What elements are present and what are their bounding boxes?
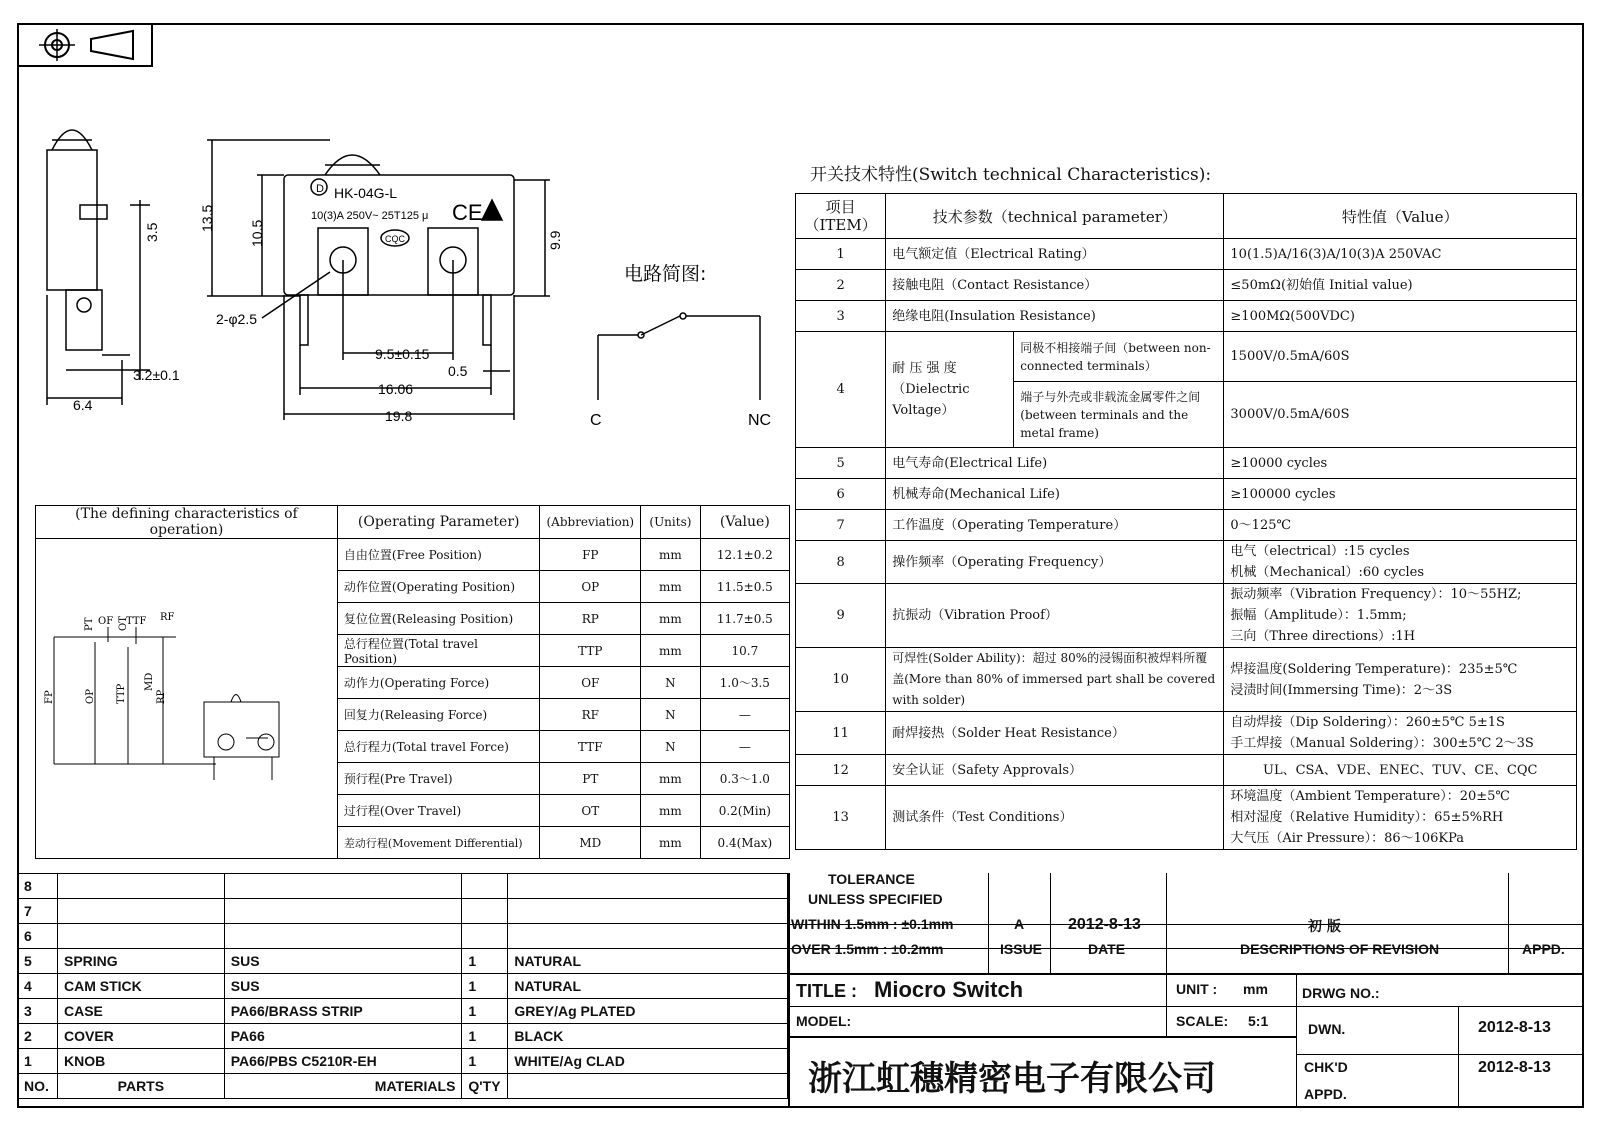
dim-10-5: 10.5	[249, 219, 265, 247]
switch-model-label: HK-04G-L	[334, 185, 398, 201]
diagram-label-pt: PT	[84, 617, 96, 631]
bom-material	[224, 924, 462, 949]
bom-qty	[462, 924, 508, 949]
diagram-label-rf: RF	[160, 612, 175, 623]
bom-part: CAM STICK	[57, 974, 224, 999]
spec-param: 抗振动（Vibration Proof）	[886, 584, 1224, 648]
bom-part	[57, 874, 224, 899]
spec-n: 12	[796, 755, 886, 786]
ops-unit: mm	[641, 571, 701, 603]
bom-no: 2	[18, 1024, 58, 1049]
ops-value: 0.3～1.0	[700, 763, 789, 795]
spec-value: 电气（electrical）:15 cycles 机械（Mechanical）:60 cycles	[1224, 541, 1577, 584]
diagram-label-fp: FP	[44, 690, 56, 704]
scale-value: 5:1	[1248, 1013, 1269, 1029]
dim-16-06: 16.06	[378, 381, 414, 397]
ops-diagram	[36, 539, 338, 859]
spec-value: 自动焊接（Dip Soldering）：260±5℃ 5±1S 手工焊接（Manual Soldering）：300±5℃ 2～3S	[1224, 712, 1577, 755]
bom-footer-materials: MATERIALS	[224, 1074, 462, 1099]
issue-header: ISSUE	[1000, 941, 1043, 957]
spec-param: 工作温度（Operating Temperature）	[886, 510, 1224, 541]
ops-header: (The defining characteristics of operation)	[36, 506, 338, 539]
ops-value: —	[700, 731, 789, 763]
switch-drawing	[0, 0, 790, 450]
dim-9-5: 9.5±0.15	[375, 346, 430, 362]
spec-param: 电气寿命(Electrical Life)	[886, 448, 1224, 479]
bom-material	[224, 899, 462, 924]
ops-header: (Units)	[641, 506, 701, 539]
bom-qty: 1	[462, 1024, 508, 1049]
description-header: DESCRIPTIONS OF REVISION	[1240, 941, 1440, 957]
drawn-date: 2012-8-13	[1478, 1019, 1551, 1036]
diagram-label-rp: RP	[156, 689, 168, 704]
ops-abbr: RF	[540, 699, 641, 731]
ops-unit: mm	[641, 603, 701, 635]
bom-qty: 1	[462, 949, 508, 974]
spec-n: 2	[796, 270, 886, 301]
bom-no: 4	[18, 974, 58, 999]
bom-note: GREY/Ag PLATED	[508, 999, 788, 1024]
ops-abbr: TTF	[540, 731, 641, 763]
spec-value: 振动频率（Vibration Frequency）：10～55HZ; 振幅（Amplitude）：1.5mm; 三向（Three directions）:1H	[1224, 584, 1577, 648]
tolerance-line1: TOLERANCE	[828, 871, 915, 887]
spec-value: UL、CSA、VDE、ENEC、TUV、CE、CQC	[1224, 755, 1577, 786]
ops-unit: N	[641, 699, 701, 731]
diagram-label-md: MD	[144, 672, 156, 691]
mark-d: D	[316, 183, 324, 195]
spec-n: 4	[796, 332, 886, 448]
spec-value: ≥10000 cycles	[1224, 448, 1577, 479]
ops-unit: N	[641, 667, 701, 699]
spec-value: 焊接温度(Soldering Temperature)：235±5℃ 浸渍时间(Immersing Time)：2～3S	[1224, 648, 1577, 712]
ops-param: 自由位置(Free Position)	[337, 539, 540, 571]
drawn-label: DWN.	[1308, 1021, 1346, 1037]
spec-param: 测试条件（Test Conditions）	[886, 786, 1224, 850]
ops-abbr: RP	[540, 603, 641, 635]
ops-abbr: FP	[540, 539, 641, 571]
tolerance-line4: OVER 1.5mm : ±0.2mm	[791, 941, 944, 957]
ops-header: (Value)	[700, 506, 789, 539]
bom-material	[224, 874, 462, 899]
spec-table	[795, 193, 1577, 850]
bom-no: 1	[18, 1049, 58, 1074]
spec-value: 3000V/0.5mA/60S	[1224, 382, 1577, 448]
spec-value: ≥100MΩ(500VDC)	[1224, 301, 1577, 332]
bom-no: 3	[18, 999, 58, 1024]
ops-param: 回复力(Releasing Force)	[337, 699, 540, 731]
spec-n: 6	[796, 479, 886, 510]
spec-value: 10(1.5)A/16(3)A/10(3)A 250VAC	[1224, 239, 1577, 270]
dim-13-5: 13.5	[199, 204, 215, 232]
spec-param: 绝缘电阻(Insulation Resistance)	[886, 301, 1224, 332]
ops-value: 11.5±0.5	[700, 571, 789, 603]
bom-part: SPRING	[57, 949, 224, 974]
spec-n: 8	[796, 541, 886, 584]
spec-n: 13	[796, 786, 886, 850]
bom-qty: 1	[462, 999, 508, 1024]
tolerance-line3: WITHIN 1.5mm : ±0.1mm	[791, 916, 954, 932]
bom-material: SUS	[224, 974, 462, 999]
dim-3-2: 3.2±0.1	[133, 367, 180, 383]
bom-no: 6	[18, 924, 58, 949]
bom-note: NATURAL	[508, 974, 788, 999]
ops-abbr: OP	[540, 571, 641, 603]
spec-param: 耐 压 强 度 （Dielectric Voltage）	[886, 332, 1014, 448]
bom-footer-no: NO.	[18, 1074, 58, 1099]
drawing-number-label: DRWG NO.:	[1302, 985, 1380, 1001]
approved-header: APPD.	[1522, 941, 1565, 957]
scale-label: SCALE:	[1176, 1013, 1229, 1029]
cqc-mark: CQC	[385, 234, 405, 244]
ops-value: 11.7±0.5	[700, 603, 789, 635]
ops-value: 12.1±0.2	[700, 539, 789, 571]
ops-param: 过行程(Over Travel)	[337, 795, 540, 827]
checked-label: CHK'D	[1304, 1059, 1348, 1075]
spec-param: 接触电阻（Contact Resistance）	[886, 270, 1224, 301]
bom-qty	[462, 899, 508, 924]
spec-value: 1500V/0.5mA/60S	[1224, 332, 1577, 382]
bom-table	[17, 873, 788, 1099]
circuit-title: 电路简图:	[624, 263, 707, 285]
revision-description: 初 版	[1308, 919, 1341, 935]
bom-part: COVER	[57, 1024, 224, 1049]
bom-footer-parts: PARTS	[57, 1074, 224, 1099]
ops-param: 差动行程(Movement Differential)	[337, 827, 540, 859]
operating-table	[35, 505, 790, 859]
bom-note	[508, 874, 788, 899]
bom-note	[508, 924, 788, 949]
dim-0-5: 0.5	[448, 363, 468, 379]
approved-label: APPD.	[1304, 1086, 1347, 1102]
spec-value: ≥100000 cycles	[1224, 479, 1577, 510]
tolerance-line2: UNLESS SPECIFIED	[808, 891, 943, 907]
bom-qty: 1	[462, 1049, 508, 1074]
company-name: 浙江虹穗精密电子有限公司	[808, 1059, 1216, 1099]
ops-unit: mm	[641, 635, 701, 667]
circuit-nc: NC	[748, 412, 772, 429]
diagram-label-op: OP	[85, 689, 97, 704]
spec-param: 电气额定值（Electrical Rating）	[886, 239, 1224, 270]
ops-abbr: TTP	[540, 635, 641, 667]
bom-no: 5	[18, 949, 58, 974]
ops-header: (Abbreviation)	[540, 506, 641, 539]
bom-note: WHITE/Ag CLAD	[508, 1049, 788, 1074]
revision-issue: A	[1014, 916, 1025, 932]
bom-material: PA66	[224, 1024, 462, 1049]
spec-n: 10	[796, 648, 886, 712]
diagram-label-ttf: TTF	[126, 616, 147, 627]
unit-label: UNIT :	[1176, 981, 1218, 997]
spec-n: 9	[796, 584, 886, 648]
ops-param: 动作力(Operating Force)	[337, 667, 540, 699]
switch-rating-label: 10(3)A 250V~ 25T125 μ	[311, 210, 429, 222]
revision-date: 2012-8-13	[1068, 916, 1141, 933]
dim-6-4: 6.4	[73, 397, 93, 413]
spec-value: 0～125℃	[1224, 510, 1577, 541]
title-label: TITLE :	[796, 981, 857, 1001]
spec-value: 环境温度（Ambient Temperature）：20±5℃ 相对湿度（Relative Humidity）：65±5%RH 大气压（Air Pressure）：86～106KPa	[1224, 786, 1577, 850]
checked-date: 2012-8-13	[1478, 1059, 1551, 1076]
ops-value: 10.7	[700, 635, 789, 667]
spec-subparam: 端子与外壳或非载流金属零件之间(between terminals and the metal frame)	[1014, 382, 1224, 448]
diagram-label-ttp: TTP	[116, 683, 128, 704]
dim-19-8: 19.8	[385, 408, 413, 424]
bom-material: PA66/BRASS STRIP	[224, 999, 462, 1024]
diagram-label-ot: OT	[118, 616, 130, 631]
date-header: DATE	[1088, 941, 1126, 957]
ops-value: 0.2(Min)	[700, 795, 789, 827]
bom-no: 7	[18, 899, 58, 924]
ops-unit: N	[641, 731, 701, 763]
ops-abbr: MD	[540, 827, 641, 859]
spec-header-param: 技术参数（technical parameter）	[886, 194, 1224, 239]
spec-n: 3	[796, 301, 886, 332]
ops-value: 0.4(Max)	[700, 827, 789, 859]
spec-n: 11	[796, 712, 886, 755]
spec-n: 5	[796, 448, 886, 479]
bom-note: BLACK	[508, 1024, 788, 1049]
ops-param: 动作位置(Operating Position)	[337, 571, 540, 603]
bom-note	[508, 899, 788, 924]
bom-part	[57, 924, 224, 949]
ops-param: 总行程力(Total travel Force)	[337, 731, 540, 763]
spec-param: 操作频率（Operating Frequency）	[886, 541, 1224, 584]
bom-part: KNOB	[57, 1049, 224, 1074]
ops-unit: mm	[641, 827, 701, 859]
model-label: MODEL:	[796, 1013, 852, 1029]
spec-param: 安全认证（Safety Approvals）	[886, 755, 1224, 786]
ce-mark: CE	[452, 200, 483, 225]
ops-unit: mm	[641, 539, 701, 571]
spec-n: 7	[796, 510, 886, 541]
bom-qty	[462, 874, 508, 899]
dim-9-9: 9.9	[547, 230, 563, 250]
ops-unit: mm	[641, 763, 701, 795]
ops-param: 预行程(Pre Travel)	[337, 763, 540, 795]
dim-3-5: 3.5	[144, 222, 160, 242]
spec-subparam: 同极不相接端子间（between non-connected terminals）	[1014, 332, 1224, 382]
bom-no: 8	[18, 874, 58, 899]
ops-abbr: OT	[540, 795, 641, 827]
ops-param: 复位位置(Releasing Position)	[337, 603, 540, 635]
ops-value: 1.0～3.5	[700, 667, 789, 699]
bom-part	[57, 899, 224, 924]
bom-part: CASE	[57, 999, 224, 1024]
ops-unit: mm	[641, 795, 701, 827]
diagram-label-of: OF	[98, 616, 114, 627]
ops-header: (Operating Parameter)	[337, 506, 540, 539]
spec-value: ≤50mΩ(初始值 Initial value)	[1224, 270, 1577, 301]
bom-note: NATURAL	[508, 949, 788, 974]
bom-material: PA66/PBS C5210R-EH	[224, 1049, 462, 1074]
bom-qty: 1	[462, 974, 508, 999]
spec-heading: 开关技术特性(Switch technical Characteristics):	[810, 165, 1212, 185]
ops-param: 总行程位置(Total travel Position)	[337, 635, 540, 667]
spec-param: 耐焊接热（Solder Heat Resistance）	[886, 712, 1224, 755]
title-value: Miocro Switch	[874, 977, 1024, 1002]
spec-header-item: 项目 （ITEM）	[796, 194, 886, 239]
ops-abbr: OF	[540, 667, 641, 699]
spec-param: 可焊性(Solder Ability)：超过 80%的浸锡面积被焊料所覆盖(More than 80% of immersed part shall be covered with solder)	[886, 648, 1224, 712]
unit-value: mm	[1243, 981, 1268, 997]
spec-param: 机械寿命(Mechanical Life)	[886, 479, 1224, 510]
bom-material: SUS	[224, 949, 462, 974]
dim-hole: 2-φ2.5	[216, 311, 257, 327]
spec-n: 1	[796, 239, 886, 270]
bom-footer-qty: Q'TY	[462, 1074, 508, 1099]
circuit-c: C	[590, 412, 602, 429]
spec-header-value: 特性值（Value）	[1224, 194, 1577, 239]
ops-value: —	[700, 699, 789, 731]
ops-abbr: PT	[540, 763, 641, 795]
title-block	[788, 873, 1584, 1108]
